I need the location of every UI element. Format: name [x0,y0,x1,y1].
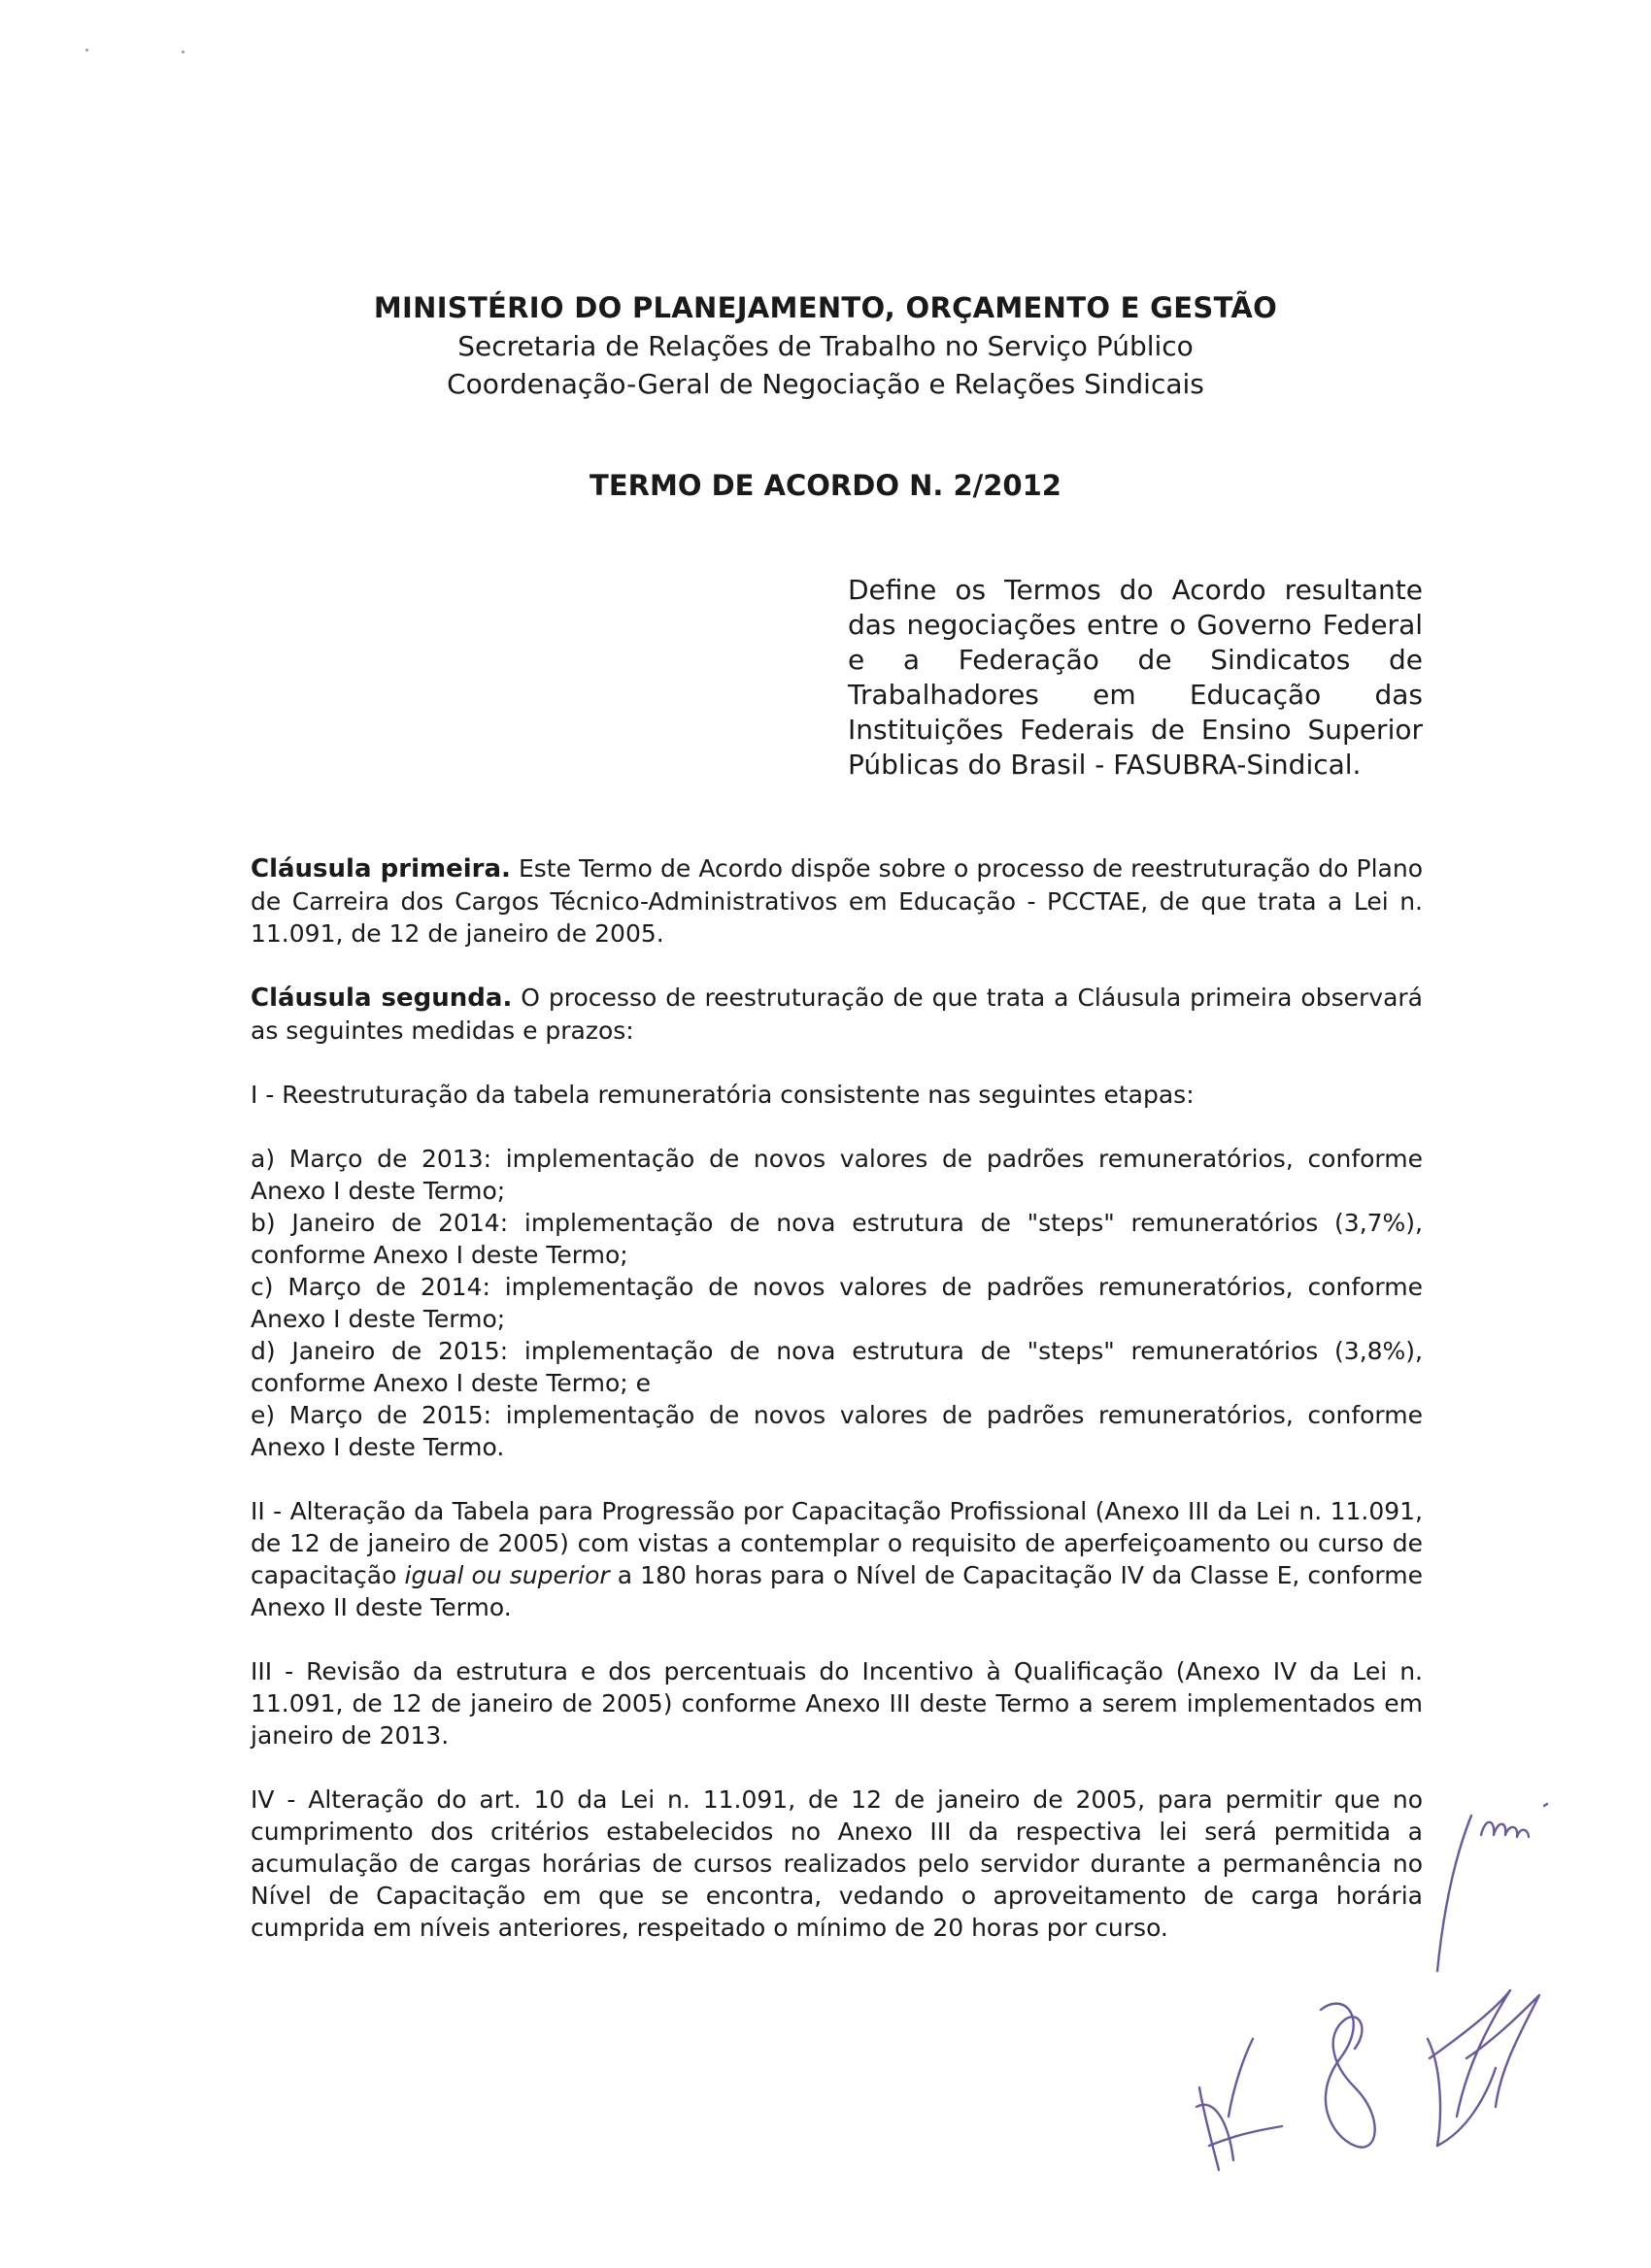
stage-item: c) Março de 2014: implementação de novos valores de padrões remuneratórios, conforme Anexo I deste Termo; [251,1273,1423,1333]
item-ii [251,1495,1423,1623]
clause-second-label: Cláusula segunda. [251,984,513,1013]
ministry-name: MINISTÉRIO DO PLANEJAMENTO, ORÇAMENTO E GESTÃO [373,291,1278,324]
item-ii-text-start: II - Alteração da Tabela para Progressão por Capacitação Profissional (Anexo III da Lei n. 11.091, de 12 de janeiro de 2005) com vistas a contemplar o requisito de aperfeiçoamento ou curso de capacitação [251,1497,1423,1589]
item-iv: IV - Alteração do art. 10 da Lei n. 11.091, de 12 de janeiro de 2005, para permitir que no cumprimento dos critérios estabelecidos no Anexo III da respectiva lei será permitida a acumulação de cargas horárias de cursos realizados pelo servidor durante a permanência no Nível de Capacitação em que se encontra, vedando o aproveitamento de carga horária cumprida em níveis anteriores, respeitado o mínimo de 20 horas por curso. [251,1785,1423,1942]
secretariat-name: Secretaria de Relações de Trabalho no Serviço Público [457,330,1194,362]
stage-item: e) Março de 2015: implementação de novos valores de padrões remuneratórios, conforme Anexo I deste Termo. [251,1401,1423,1461]
scan-speck [182,50,185,53]
item-iii: III - Revisão da estrutura e dos percentuais do Incentivo à Qualificação (Anexo IV da Lei n. 11.091, de 12 de janeiro de 2005) conforme Anexo III deste Termo a serem implementados em janeiro de 2013. [251,1657,1423,1750]
item-ii-emphasis: igual ou superior [404,1561,610,1589]
document-title: TERMO DE ACORDO N. 2/2012 [590,469,1061,502]
coordination-name: Coordenação-Geral de Negociação e Relações Sindicais [447,368,1204,400]
clause-first-text: Este Termo de Acordo dispõe sobre o processo de reestruturação do Plano de Carreira dos Cargos Técnico-Administrativos em Educação - PCCTAE, de que trata a Lei n. 11.091, de 12 de janeiro de 2005. [251,854,1423,948]
scan-speck [85,49,88,51]
item-ii-text-end: a 180 horas para o Nível de Capacitação IV da Classe E, conforme Anexo II deste Termo. [251,1561,1423,1621]
clause-second [251,982,1423,1047]
clause-first-label: Cláusula primeira. [251,854,511,884]
clause-second-text: O processo de reestruturação de que trata a Cláusula primeira observará as seguintes medidas e prazos: [251,984,1423,1045]
stage-item: b) Janeiro de 2014: implementação de nova estrutura de "steps" remuneratórios (3,7%), conforme Anexo I deste Termo; [251,1209,1423,1269]
stage-item: a) Março de 2013: implementação de novos valores de padrões remuneratórios, conforme Anexo I deste Termo; [251,1145,1423,1205]
ementa: Define os Termos do Acordo resultante das negociações entre o Governo Federal e a Federação de Sindicatos de Trabalhadores em Educação das Instituições Federais de Ensino Superior Públicas do Brasil - FASUBRA-Sindical. [848,574,1423,781]
item-i-intro: I - Reestruturação da tabela remuneratória consistente nas seguintes etapas: [251,1081,1195,1109]
stage-item: d) Janeiro de 2015: implementação de nova estrutura de "steps" remuneratórios (3,8%), conforme Anexo I deste Termo; e [251,1337,1423,1397]
document-body [251,852,1423,1976]
stages-list [251,1143,1423,1463]
clause-first [251,852,1423,950]
signature-initials [1175,1951,1612,2194]
letterhead [0,291,1651,406]
